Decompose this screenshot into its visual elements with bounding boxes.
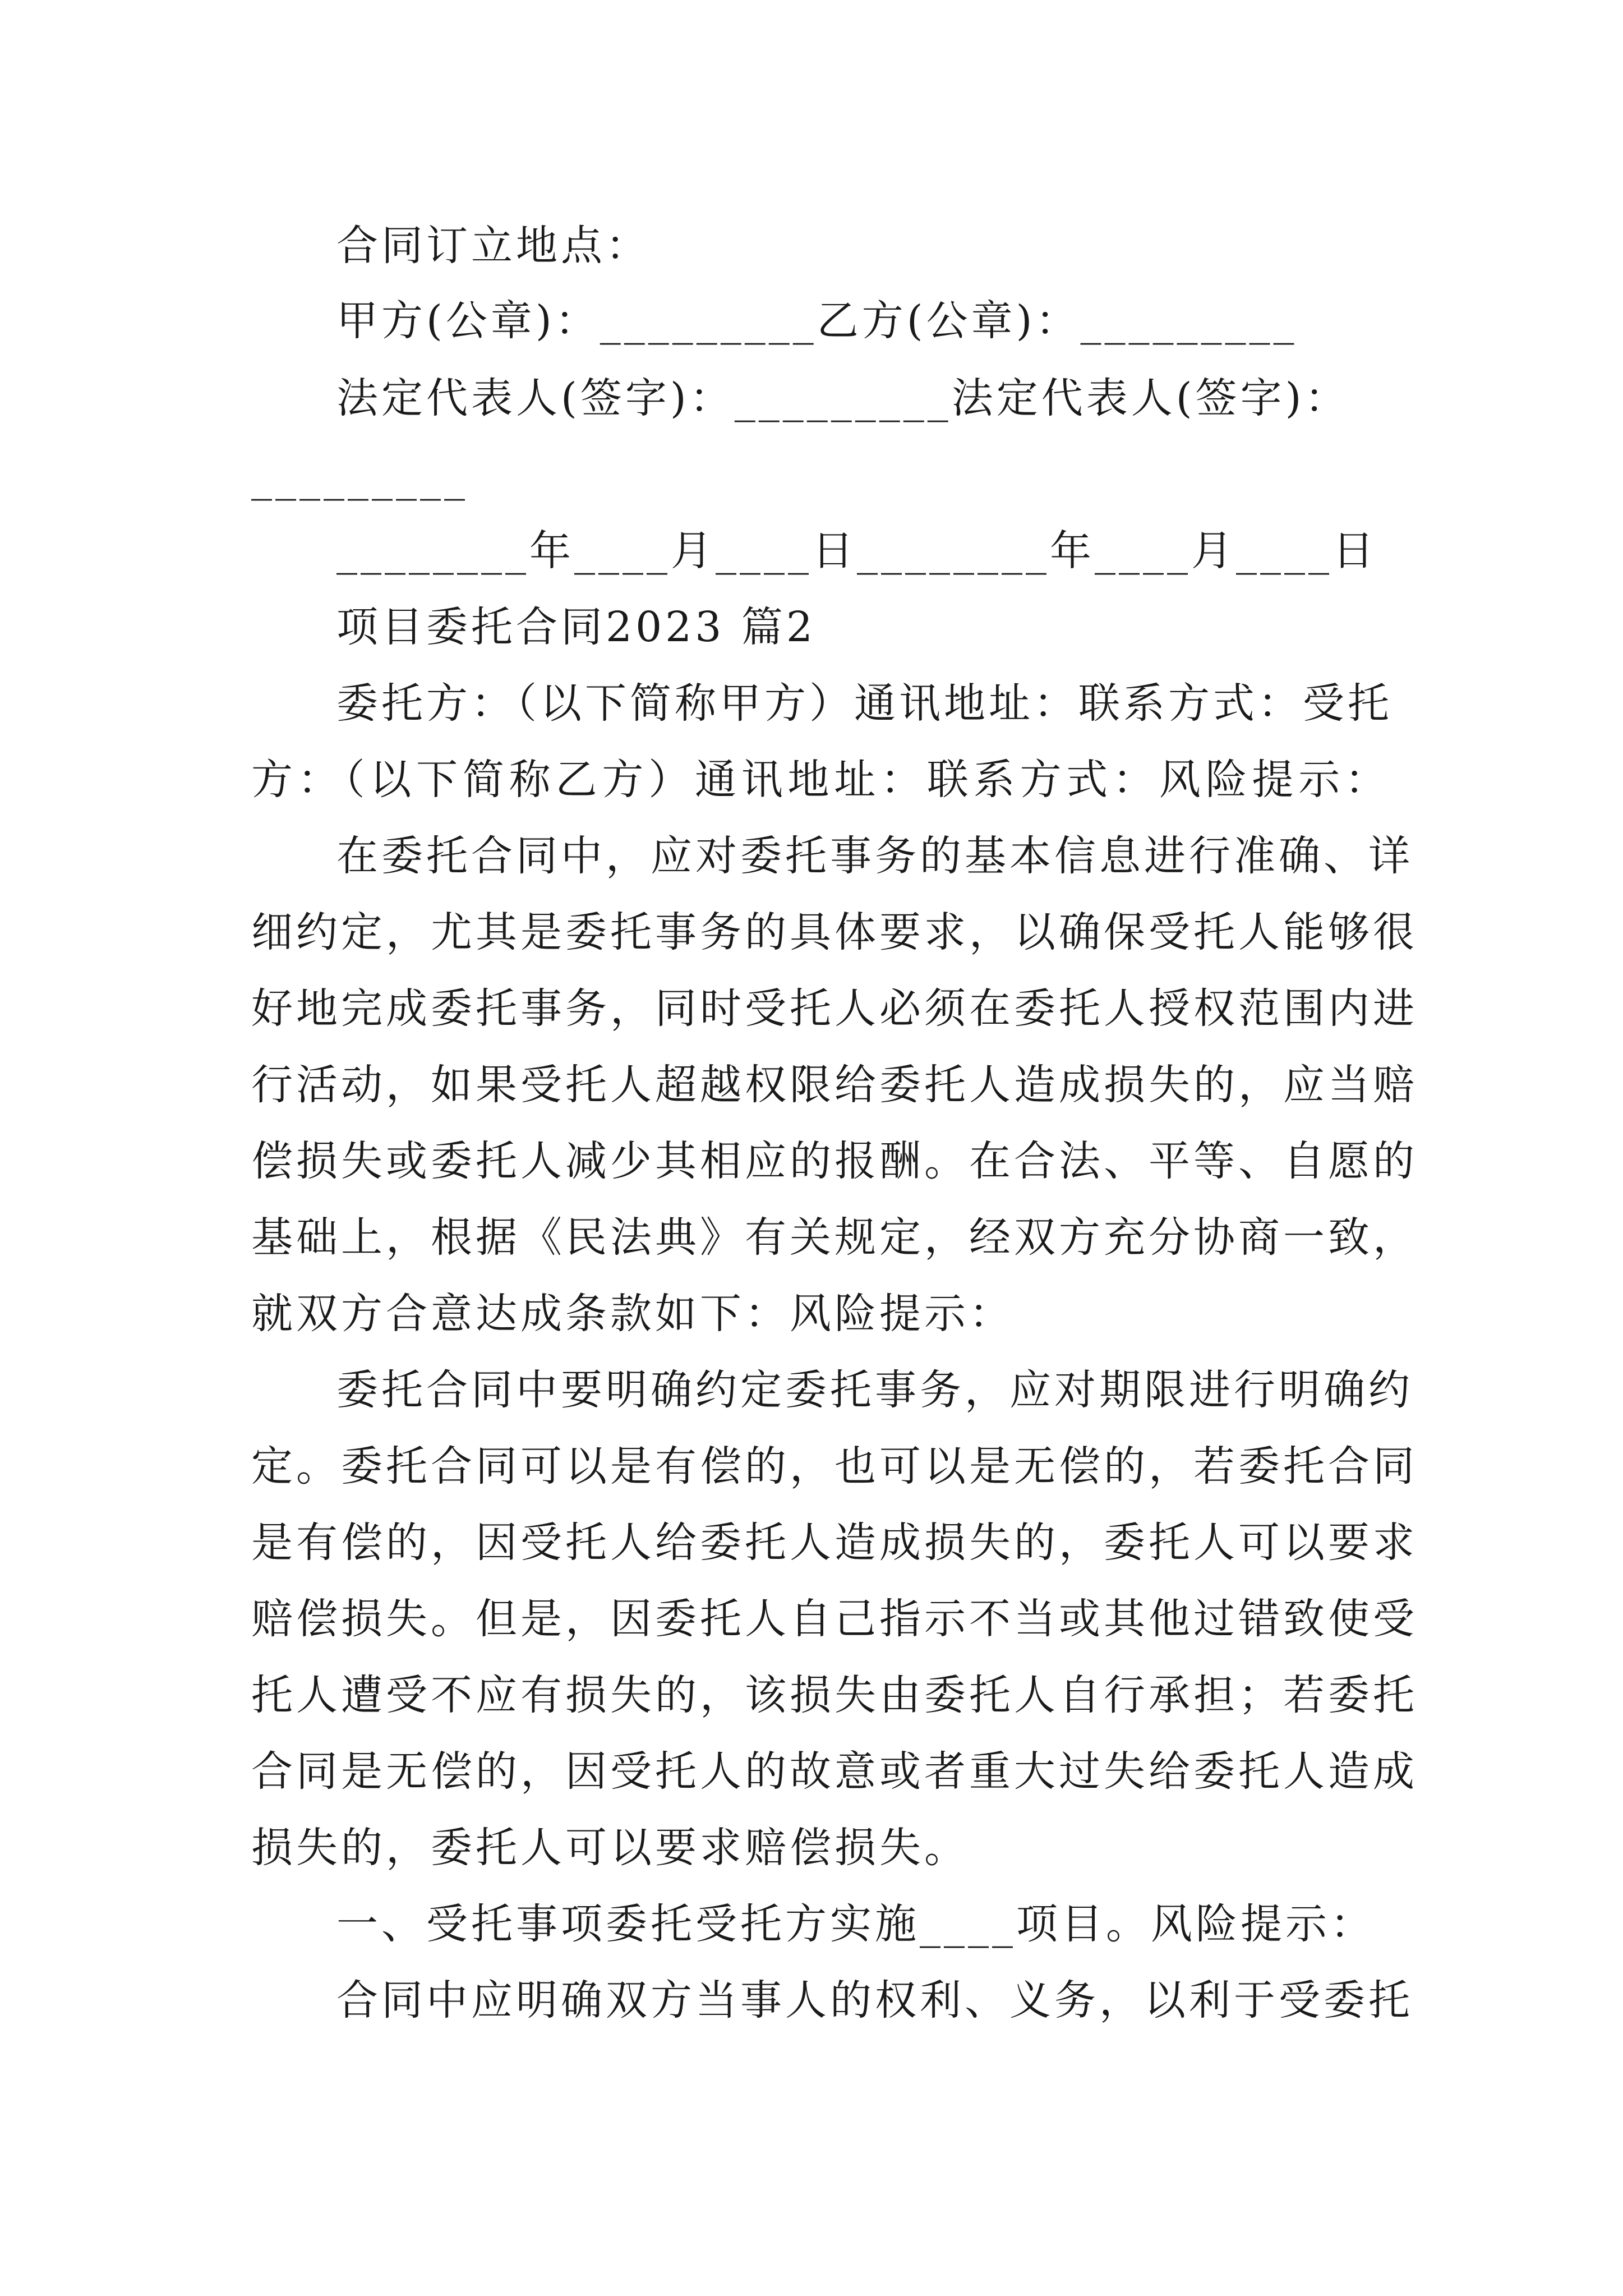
paragraph-line: 赔偿损失。但是，因委托人自己指示不当或其他过错致使受 <box>251 1595 1418 1643</box>
paragraph-line: 偿损失或委托人减少其相应的报酬。在合法、平等、自愿的 <box>251 1137 1418 1185</box>
paragraph-line: 好地完成委托事务，同时受托人必须在委托人授权范围内进 <box>251 984 1418 1033</box>
paragraph-line: 方：（以下简称乙方）通讯地址：联系方式：风险提示： <box>251 756 1390 804</box>
paragraph-line: 合同中应明确双方当事人的权利、义务，以利于受委托 <box>336 1976 1413 2024</box>
paragraph-line: 细约定，尤其是委托事务的具体要求，以确保受托人能够很 <box>251 908 1418 956</box>
paragraph-line: 委托合同中要明确约定委托事务，应对期限进行明确约 <box>336 1366 1413 1414</box>
date-line: ________年____月____日________年____月____日 <box>336 527 1377 575</box>
paragraph-line: 行活动，如果受托人超越权限给委托人造成损失的，应当赔 <box>251 1061 1418 1109</box>
paragraph-line: 在委托合同中，应对委托事务的基本信息进行准确、详 <box>336 832 1413 880</box>
paragraph-line: 定。委托合同可以是有偿的，也可以是无偿的，若委托合同 <box>251 1442 1418 1490</box>
seal-line: 甲方(公章)：_________乙方(公章)：_________ <box>336 297 1298 345</box>
section-title: 项目委托合同2023 篇2 <box>336 603 816 651</box>
legal-rep-signature-line: 法定代表人(签字)：_________法定代表人(签字)： <box>336 374 1350 422</box>
contract-place-label: 合同订立地点： <box>336 222 651 270</box>
paragraph-line: 托人遭受不应有损失的，该损失由委托人自行承担；若委托 <box>251 1671 1418 1719</box>
paragraph-line: 就双方合意达成条款如下：风险提示： <box>251 1290 1014 1338</box>
paragraph-line: 损失的，委托人可以要求赔偿损失。 <box>251 1824 969 1872</box>
paragraph-line: 基础上，根据《民法典》有关规定，经双方充分协商一致， <box>251 1213 1418 1262</box>
paragraph-line: 合同是无偿的，因受托人的故意或者重大过失给委托人造成 <box>251 1747 1418 1796</box>
clause-heading-line: 一、受托事项委托受托方实施____项目。风险提示： <box>336 1900 1375 1948</box>
paragraph-line: 委托方：（以下简称甲方）通讯地址：联系方式：受托 <box>336 679 1393 728</box>
paragraph-line: 是有偿的，因受托人给委托人造成损失的，委托人可以要求 <box>251 1519 1418 1567</box>
legal-rep-signature-continuation: _________ <box>251 453 468 501</box>
